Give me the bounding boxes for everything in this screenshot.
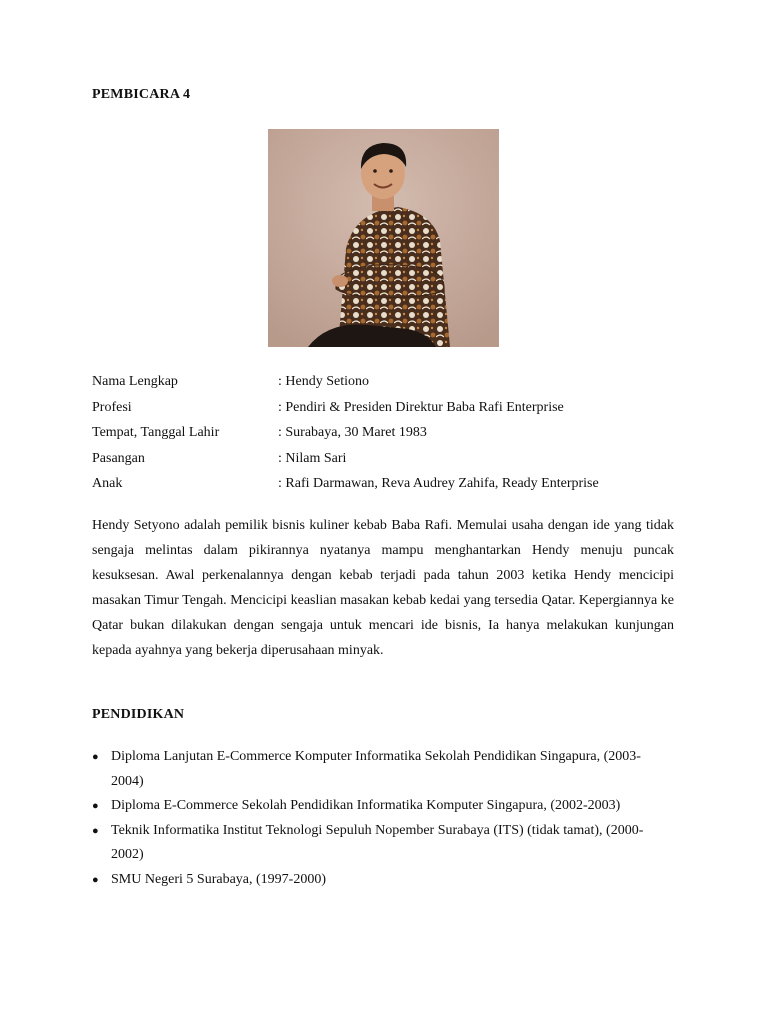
education-list (92, 745, 692, 892)
education-entry: Teknik Informatika Institut Teknologi Sepuluh Nopember Surabaya (ITS) (tidak tamat), (2000-2002) (111, 822, 644, 862)
list-item (92, 794, 651, 819)
list-item (92, 868, 651, 893)
info-label: Profesi (92, 399, 132, 415)
list-item (92, 819, 651, 868)
info-row-spouse (92, 446, 692, 472)
info-value: : Pendiri & Presiden Direktur Baba Rafi Enterprise (278, 399, 564, 415)
info-label: Anak (92, 476, 123, 492)
bullet-icon: ● (92, 800, 99, 812)
speaker-heading: PEMBICARA 4 (92, 87, 191, 102)
info-label: Nama Lengkap (92, 374, 178, 389)
info-value: : Hendy Setiono (278, 374, 369, 389)
education-entry: Diploma E-Commerce Sekolah Pendidikan Informatika Komputer Singapura, (2002-2003) (111, 798, 621, 813)
info-value: : Nilam Sari (278, 450, 347, 466)
info-row-children (92, 471, 692, 497)
info-label: Pasangan (92, 450, 145, 466)
info-row-full-name (92, 369, 692, 395)
portrait-illustration (268, 129, 499, 347)
bullet-icon: ● (92, 824, 99, 837)
bullet-icon: ● (92, 873, 99, 886)
education-entry: Diploma Lanjutan E-Commerce Komputer Informatika Sekolah Pendidikan Singapura, (2003-2004) (111, 749, 641, 789)
bullet-icon: ● (92, 751, 99, 763)
info-row-profession (92, 395, 692, 421)
profile-info-table (92, 369, 692, 497)
info-label: Tempat, Tanggal Lahir (92, 425, 220, 441)
education-heading: PENDIDIKAN (92, 707, 185, 722)
education-entry: SMU Negeri 5 Surabaya, (1997-2000) (111, 871, 327, 887)
info-row-birth (92, 420, 692, 446)
list-item (92, 745, 651, 794)
biography-paragraph: Hendy Setyono adalah pemilik bisnis kuliner kebab Baba Rafi. Memulai usaha dengan ide yang tidak sengaja melintas dalam pikirannya nyatanya mampu menghantarkan Hendy menuju puncak kesuksesan. Awal perkenalannya dengan kebab terjadi pada tahun 2003 ketika Hendy mencicipi masakan Timur Tengah. Mencicipi keaslian masakan kebab kedai yang tersedia Qatar. Kepergiannya ke Qatar bukan dilakukan dengan sengaja untuk mencari ide bisnis, Ia hanya melakukan kunjungan kepada ayahnya yang bekerja diperusahaan minyak. (92, 518, 674, 658)
info-value: : Surabaya, 30 Maret 1983 (278, 425, 427, 441)
speaker-photo (268, 129, 499, 347)
info-value: : Rafi Darmawan, Reva Audrey Zahifa, Ready Enterprise (278, 476, 599, 492)
